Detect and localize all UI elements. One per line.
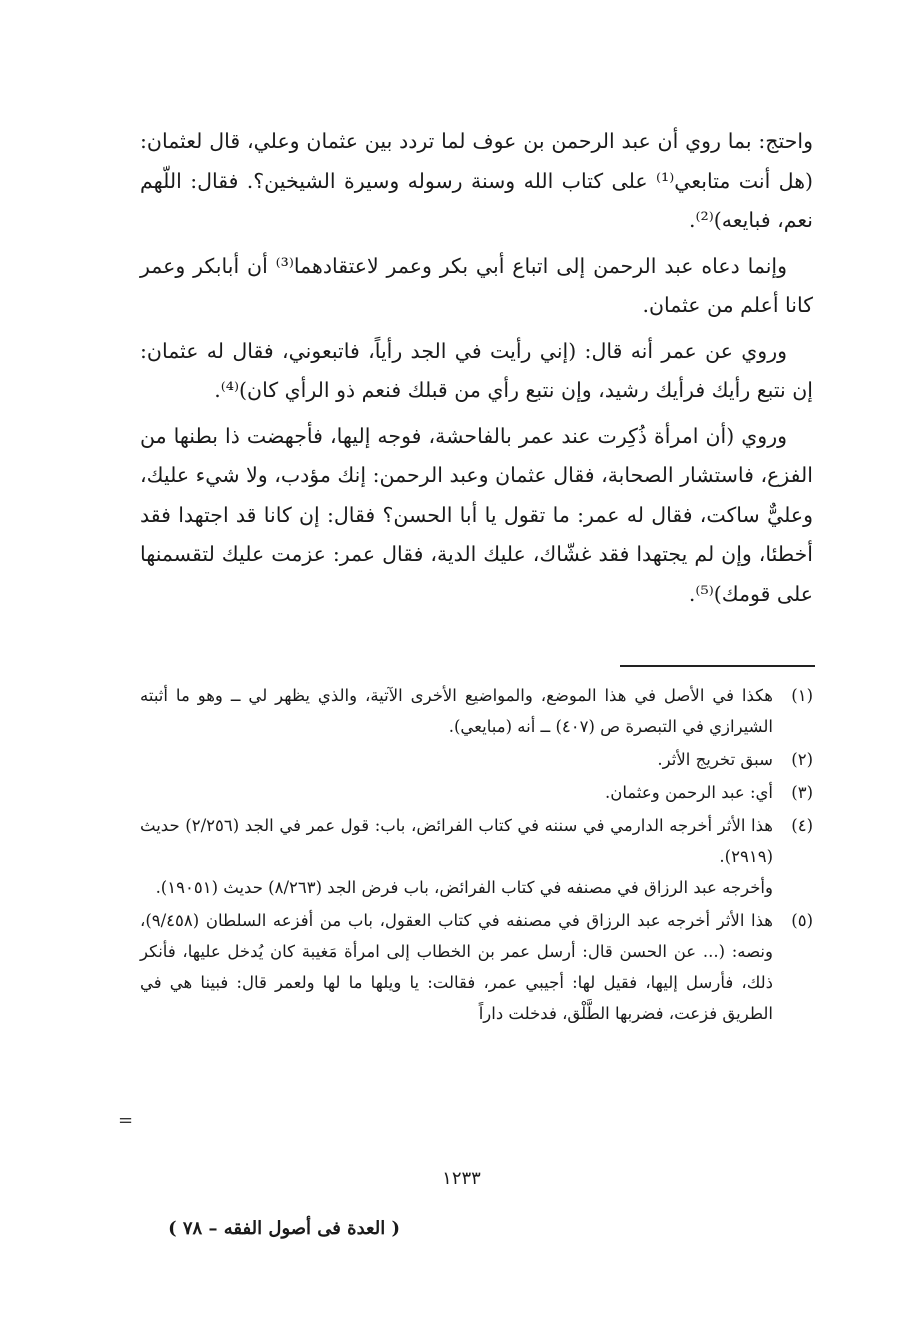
footnote-number: (٢) — [791, 750, 813, 769]
footnote-3 — [140, 777, 813, 808]
main-text — [140, 122, 813, 620]
footnote-1 — [140, 680, 813, 742]
paragraph-2: وإنما دعاه عبد الرحمن إلى اتباع أبي بكر وعمر لاعتقادهما⁽³⁾ أن أبابكر وعمر كانا أعلم من عثمان. — [140, 253, 813, 317]
footnote-5 — [140, 905, 813, 1029]
footnotes — [140, 680, 813, 1031]
footnote-line: هكذا في الأصل في هذا الموضع، والمواضيع الأخرى الآتية، والذي يظهر لي ــ وهو ما أثبته الشيرازي في التبصرة ص (٤٠٧) ــ أنه (مبايعي). — [140, 686, 773, 736]
footnote-2 — [140, 744, 813, 775]
footnote-number: (٥) — [791, 911, 813, 930]
footnote-number: (٤) — [791, 816, 813, 835]
paragraph-3: وروي عن عمر أنه قال: (إني رأيت في الجد رأياً، فاتبعوني، فقال له عثمان: إن نتبع رأيك فرأيك رشيد، وإن نتبع رأي من قبلك فنعم ذو الرأي كان)⁽⁴⁾. — [140, 338, 813, 402]
footnote-4 — [140, 810, 813, 903]
footnote-line: هذا الأثر أخرجه عبد الرزاق في مصنفه في كتاب العقول، باب من أفزعه السلطان (٩/٤٥٨)، ونصه: (... عن الحسن قال: أرسل عمر بن الخطاب إلى امرأة مَغيبة كان يُدخل عليها، فأنكر ذلك، فأرسل إليها، فقيل لها: أجيبي عمر، فقالت: يا ويلها ما لها ولعمر قال: فبينا هي في الطريق فزعت، فضربها الطَّلْق، فدخلت داراً — [140, 911, 773, 1023]
page-number: ١٢٣٣ — [442, 1168, 481, 1189]
paragraph-1: واحتج: بما روي أن عبد الرحمن بن عوف لما تردد بين عثمان وعلي، قال لعثمان: (هل أنت متابعي⁽¹⁾ على كتاب الله وسنة رسوله وسيرة الشيخين؟. فقال: اللّهم نعم، فبايعه)⁽²⁾. — [140, 129, 814, 232]
footnote-text — [140, 810, 773, 903]
footnote-line: سبق تخريج الأثر. — [657, 750, 773, 769]
footnote-divider — [620, 665, 815, 667]
footnote-line: وأخرجه عبد الرزاق في مصنفه في كتاب الفرائض، باب فرض الجد (٨/٢٦٣) حديث (١٩٠٥١). — [155, 878, 773, 897]
footnote-line: هذا الأثر أخرجه الدارمي في سننه في كتاب الفرائض، باب: قول عمر في الجد (٢/٢٥٦) حديث (٢٩١٩). — [140, 816, 773, 866]
footnote-line: أي: عبد الرحمن وعثمان. — [604, 783, 773, 802]
footnote-text — [140, 680, 773, 742]
running-footer: ( العدة فى أصول الفقه – ٧٨ ) — [168, 1218, 400, 1239]
footnote-text — [140, 777, 773, 808]
continuation-mark: = — [118, 1110, 134, 1131]
footnote-text — [140, 905, 773, 1029]
footnote-number: (١) — [791, 686, 813, 705]
paragraph-4: وروي (أن امرأة ذُكِرت عند عمر بالفاحشة، فوجه إليها، فأجهضت ذا بطنها من الفزع، فاستشار الصحابة، فقال عثمان وعبد الرحمن: إنك مؤدب، ولا شيء عليك، وعليٌّ ساكت، فقال له عمر: ما تقول يا أبا الحسن؟ فقال: إن كانا قد اجتهدا فقد أخطئا، وإن لم يجتهدا فقد غشّاك، عليك الدية، فقال عمر: عزمت عليك لتقسمنها على قومك)⁽⁵⁾. — [140, 423, 813, 606]
footnote-number: (٣) — [791, 783, 813, 802]
footnote-text — [140, 744, 773, 775]
